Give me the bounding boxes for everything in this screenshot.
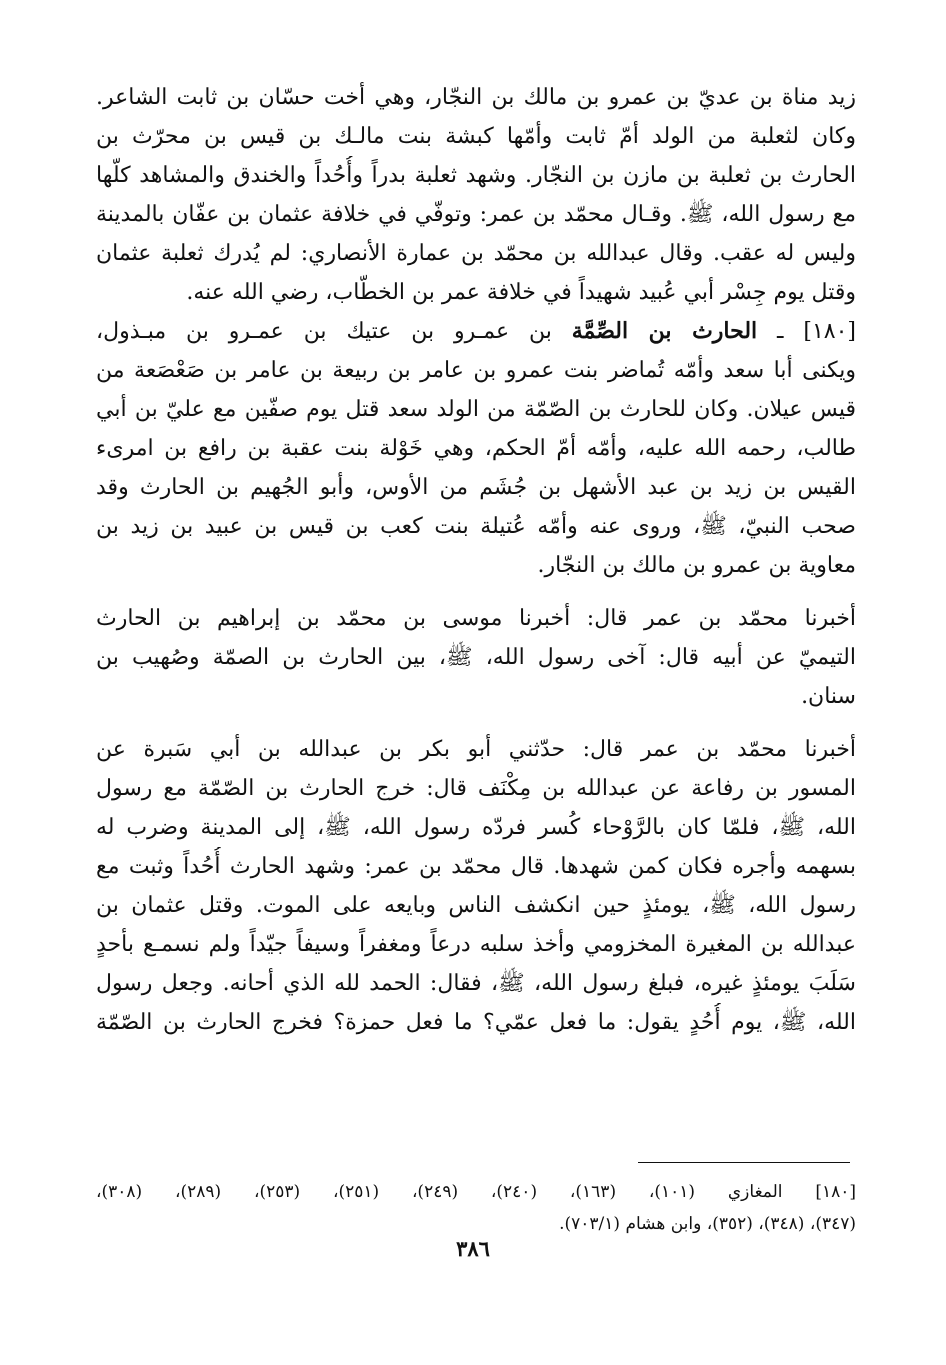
footnote-line: [١٨٠] المغازي (١٠١)، (١٦٣)، (٢٤٠)، (٢٤٩)، (٢٥١)، (٢٥٣)، (٢٨٩)، (٣٠٨)، — [96, 1182, 856, 1202]
page-number: ٣٨٦ — [456, 1236, 490, 1261]
entry-line: معاوية بن عمرو بن مالك بن النجّار. — [537, 553, 856, 578]
entry-name: الحارث بن الصِّمَّة — [571, 318, 758, 344]
para3-line: المسور بن رفاعة عن عبدالله بن مِكْنَف قال: خرج الحارث بن الصّمّة مع رسول — [96, 776, 856, 801]
body-line: الحارث بن ثعلبة بن مازن بن النجّار. وشهد ثعلبة بدراً وأُحُداً والخندق والمشاهد كلّها — [96, 163, 856, 188]
body-line: وليس له عقب. وقال عبدالله بن محمّد بن عمارة الأنصاري: لم يُدرك ثعلبة عثمان — [96, 241, 856, 266]
entry-heading-line — [96, 312, 856, 351]
footnote-line: (٣٤٧)، (٣٤٨)، (٣٥٢)، وابن هشام (٧٠٣/١). — [559, 1214, 856, 1234]
para3-line: الله، ﷺ، يوم أُحُدٍ يقول: ما فعل عمّي؟ ما فعل حمزة؟ فخرج الحارث بن الصّمّة — [96, 1010, 856, 1035]
entry-line: ويكنى أبا سعد وأمّه تُماضر بنت عمرو بن عامر بن ربيعة بن عامر بن صَعْصَعة من — [96, 358, 856, 383]
entry-line: صحب النبيّ، ﷺ، وروى عنه وأمّه عُتيلة بنت كعب بن قيس بن عبيد بن زيد بن — [96, 514, 856, 539]
body-line: مع رسول الله، ﷺ. وقـال محمّد بن عمر: وتوفّي في خلافة عثمان بن عفّان بالمدينة — [96, 202, 856, 227]
body-line: وقتل يوم جِسْر أبي عُبيد شهيداً في خلافة عمر بن الخطّاب، رضي الله عنه. — [186, 280, 856, 305]
para3-line: عبدالله بن المغيرة المخزومي وأخذ سلبه درعاً ومغفراً وسيفاً جيّداً ولم نسمـع بأحدٍ — [96, 932, 856, 957]
para2-line: أخبرنا محمّد بن عمر قال: أخبرنا موسى بن محمّد بن إبراهيم بن الحارث — [96, 606, 856, 631]
para3-line: بسهمه وأجره فكان كمن شهدها. قال محمّد بن عمر: وشهد الحارث أُحُداً وثبت مع — [96, 854, 856, 879]
entry-number: [١٨٠] ـ — [777, 319, 856, 344]
entry-line: القيس بن زيد بن عبد الأشهل بن جُشَم من الأوس، وأبو الجُهيم بن الحارث وقد — [96, 475, 856, 500]
para2-line: التيميّ عن أبيه قال: آخى رسول الله، ﷺ، بين الحارث بن الصمّة وصُهيب بن — [96, 645, 856, 670]
footnotes — [96, 1176, 856, 1240]
entry-line: طالب، رحمه الله عليه، وأمّه أمّ الحكم، وهي خَوْلة بنت عقبة بن رافع بن امرىء — [96, 436, 856, 461]
page-body — [96, 78, 856, 1042]
footnote-divider — [638, 1162, 850, 1163]
entry-line-rest: بن عمـرو بن عتيك بن عمـرو بن مبـذول، — [96, 319, 552, 344]
para2-line: سنان. — [801, 684, 856, 709]
para3-line: أخبرنا محمّد بن عمر قال: حدّثني أبو بكر بن عبدالله بن أبي سَبرة عن — [96, 737, 856, 762]
para3-line: رسول الله، ﷺ، يومئذٍ حين انكشف الناس وبايعه على الموت. وقتل عثمان بن — [96, 893, 856, 918]
para3-line: الله، ﷺ، فلمّا كان بالرَّوْحاء كُسر فردّه رسول الله، ﷺ، إلى المدينة وضرب له — [96, 815, 856, 840]
body-line: زيد مناة بن عديّ بن عمرو بن مالك بن النجّار، وهي أخت حسّان بن ثابت الشاعر. — [96, 85, 856, 110]
entry-line: قيس عيلان. وكان للحارث بن الصّمّة من الولد سعد قتل يوم صفّين مع عليّ بن أبي — [96, 397, 856, 422]
para3-line: سَلَبَ يومئذٍ غيره، فبلغ رسول الله، ﷺ، فقال: الحمد لله الذي أحانه. وجعل رسول — [96, 971, 856, 996]
body-line: وكان لثعلبة من الولد أمّ ثابت وأمّها كبشة بنت مالـك بن قيس بن محرّث بن — [96, 124, 856, 149]
